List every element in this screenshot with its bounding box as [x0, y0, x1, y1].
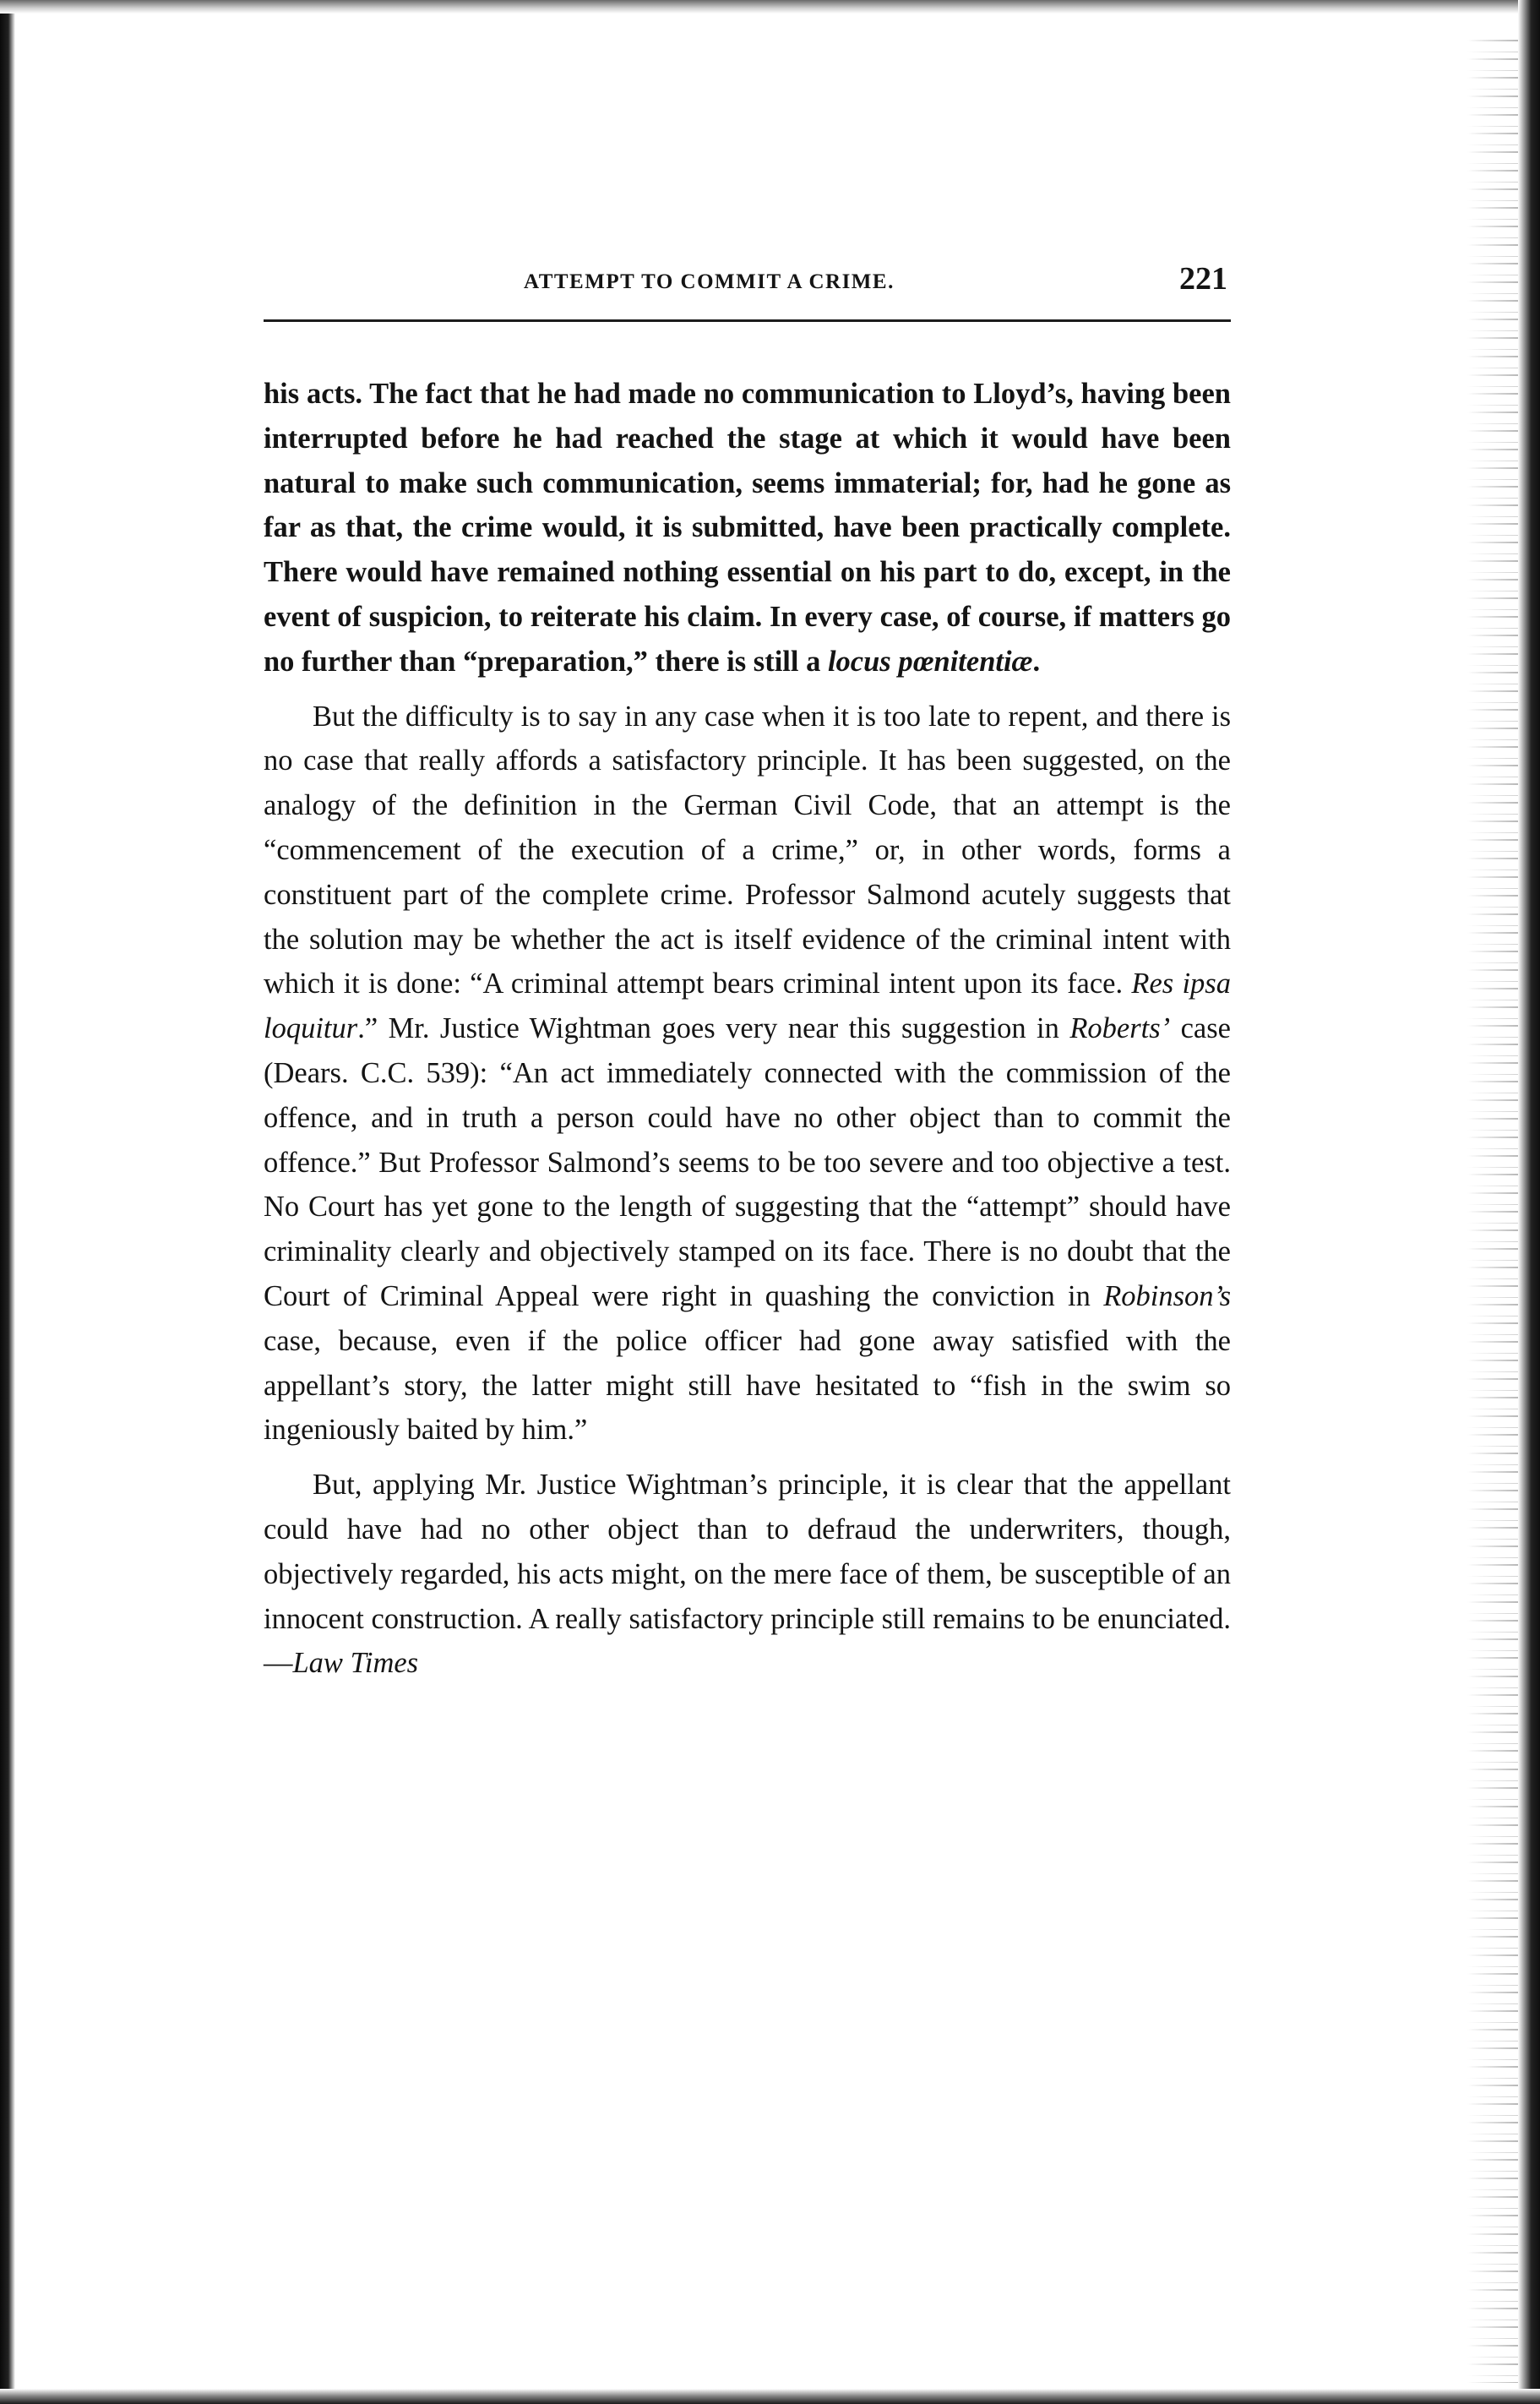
text-run: his acts. The fact that he had made no communication to Lloyd’s, having been interrupted before he had reached the stage at which it would have been natural to make such communication, seems immaterial; for, had he gone as far as that, the crime would, it is submitted, have been practically complete. There would have remained nothing essential on his part to do, except, in the event of suspicion, to reiterate his claim. In every case, of course, if matters go no further than “preparation,” there is still a	[264, 378, 1231, 678]
text-run: .” Mr. Justice Wightman goes very near this suggestion in	[357, 1012, 1070, 1045]
body-text	[264, 372, 1231, 1686]
book-page	[264, 253, 1231, 1680]
italic-text: Roberts’	[1069, 1012, 1171, 1045]
text-run: But, applying Mr. Justice Wightman’s principle, it is clear that the appellant could have had no other object than to defraud the underwriters, though, objectively regarded, his acts might, on the mere face of them, be susceptible of an innocent construction. A really satisfactory principle still remains to be enunciated.—	[264, 1469, 1231, 1680]
text-run: .	[1032, 645, 1041, 678]
italic-text: Res ipsa loquitur	[264, 968, 1231, 1045]
scan-edge-right	[1518, 0, 1540, 2404]
text-run: case (Dears. C.C. 539): “An act immediately connected with the commission of the offence, and in truth a person could have no other object than to commit the offence.” But Professor Salmond’s seems to be too severe and too objective a test. No Court has yet gone to the length of suggesting that the “attempt” should have criminality clearly and objectively stamped on its face. There is no doubt that the Court of Criminal Appeal were right in quashing the conviction in	[264, 1012, 1231, 1312]
scan-edge-top	[0, 0, 1540, 14]
header-rule	[264, 319, 1231, 322]
scan-edge-right-noise	[1467, 34, 1518, 2383]
paragraph-1	[264, 372, 1231, 684]
text-run: But the difficulty is to say in any case when it is too late to repent, and there is no case that really affords a satisfactory principle. It has been suggested, on the analogy of the definition in the German Civil Code, that an attempt is the “commencement of the execution of a crime,” or, in other words, forms a constituent part of the complete crime. Professor Salmond acutely suggests that the solution may be whether the act is itself evidence of the criminal intent with which it is done: “A criminal attempt bears criminal intent upon its face.	[264, 700, 1231, 1000]
paragraph-2	[264, 695, 1231, 1453]
italic-text: Law Times	[292, 1647, 419, 1680]
scan-edge-left	[0, 0, 15, 2404]
running-head	[264, 253, 1231, 313]
paragraph-3	[264, 1463, 1231, 1686]
text-run: case, because, even if the police officer had gone away satisfied with the appellant’s story, the latter might still have hesitated to “fish in the swim so ingeniously baited by him.”	[264, 1324, 1231, 1447]
running-head-title: ATTEMPT TO COMMIT A CRIME.	[524, 270, 895, 293]
page-number: 221	[1179, 261, 1227, 297]
italic-text: Robinson’s	[1103, 1279, 1231, 1312]
scan-edge-bottom	[0, 2389, 1540, 2404]
italic-text: locus pœnitentiæ	[827, 645, 1033, 678]
